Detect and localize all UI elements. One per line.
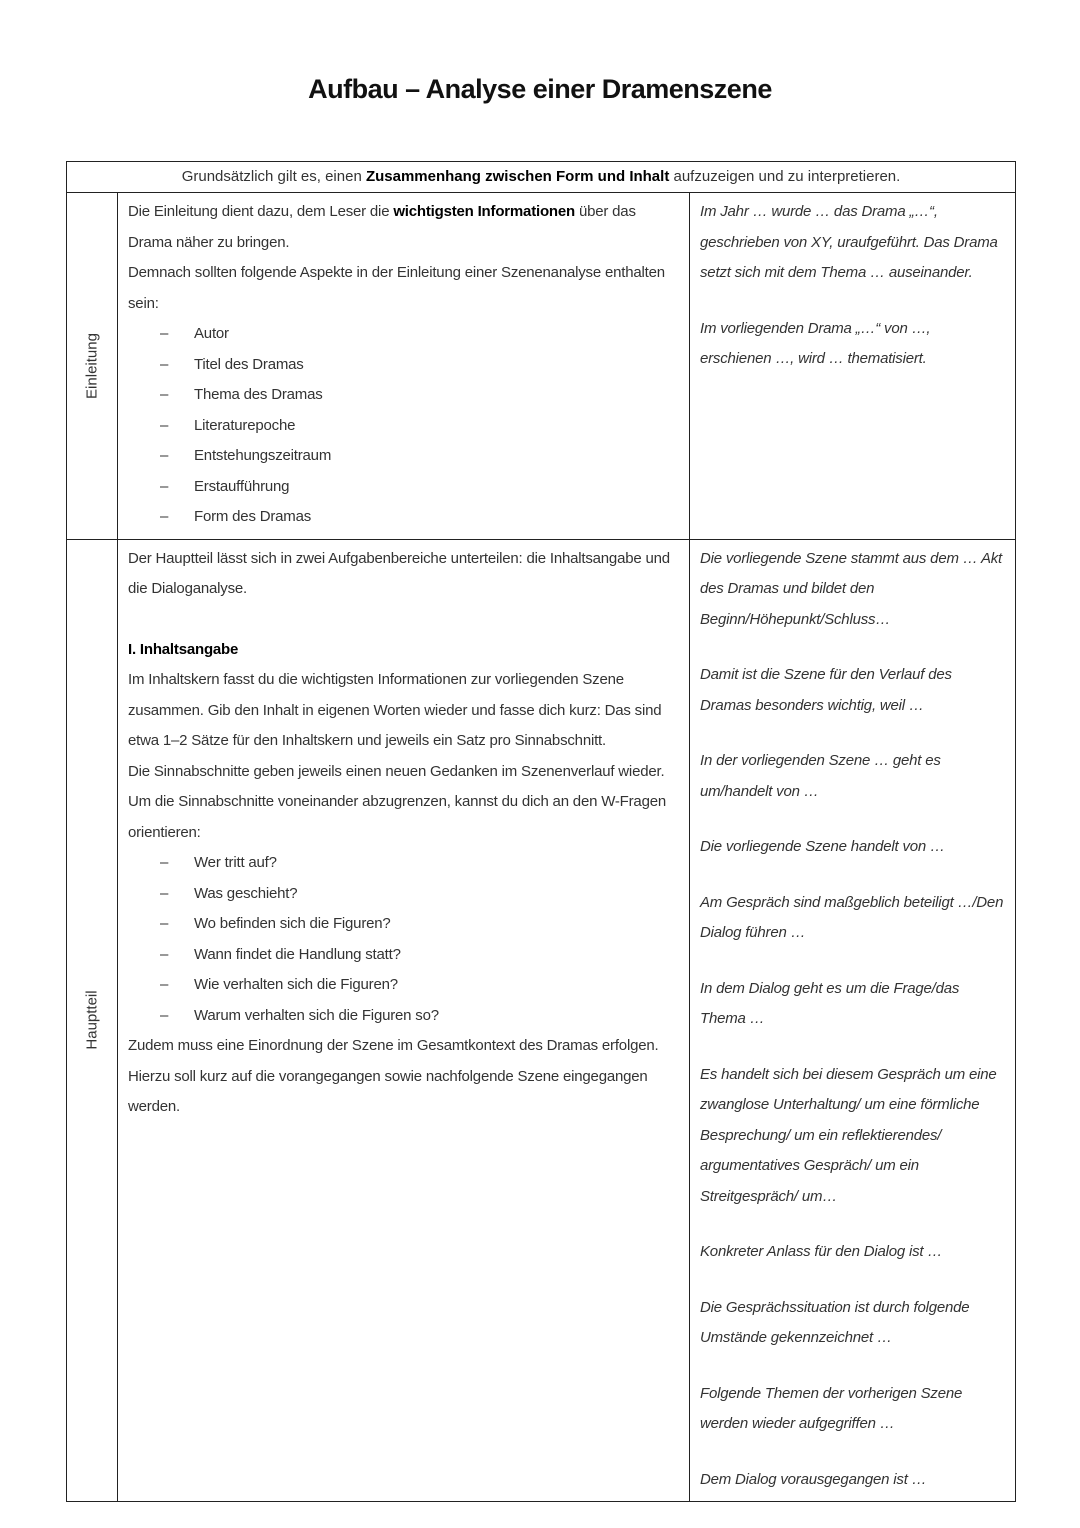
w-fragen-list bbox=[128, 848, 679, 1031]
list-item: – Wie verhalten sich die Figuren? bbox=[160, 970, 679, 1001]
hauptteil-row bbox=[67, 539, 1016, 1502]
list-item: – Was geschieht? bbox=[160, 879, 679, 910]
example-phrase: Konkreter Anlass für den Dialog ist … bbox=[700, 1243, 943, 1260]
example-phrase: Dem Dialog vorausgegangen ist … bbox=[700, 1470, 927, 1488]
hauptteil-label: Hauptteil bbox=[83, 990, 101, 1050]
example-phrase: In dem Dialog geht es um die Frage/das Thema … bbox=[700, 979, 960, 1027]
einleitung-aspect-list bbox=[128, 319, 679, 533]
list-item: – Thema des Dramas bbox=[160, 380, 679, 411]
intro-row bbox=[67, 162, 1016, 193]
intro-text-after: aufzuzeigen und zu interpretieren. bbox=[669, 168, 901, 185]
example-phrase: Am Gespräch sind maßgeblich beteiligt …/Den Dialog führen … bbox=[700, 893, 1004, 941]
list-item: – Wann findet die Handlung statt? bbox=[160, 940, 679, 971]
example-phrase: Damit ist die Szene für den Verlauf des Dramas besonders wichtig, weil … bbox=[700, 666, 952, 714]
example-phrase: Im vorliegenden Drama „…“ von …, erschienen …, wird … thematisiert. bbox=[700, 319, 931, 367]
einleitung-label: Einleitung bbox=[83, 332, 101, 399]
einleitung-examples-cell bbox=[690, 193, 1016, 540]
structure-table bbox=[66, 161, 1016, 1502]
example-phrase: In der vorliegenden Szene … geht es um/handelt von … bbox=[700, 752, 941, 800]
example-phrase: Es handelt sich bei diesem Gespräch um eine zwanglose Unterhaltung/ um eine förmliche Besprechung/ um ein reflektierendes/ argumentatives Gespräch/ um ein Streitgespräch/ um… bbox=[700, 1065, 997, 1205]
hauptteil-examples-cell bbox=[690, 539, 1016, 1502]
intro-cell bbox=[67, 162, 1016, 193]
list-item: – Form des Dramas bbox=[160, 502, 679, 533]
list-item: – Warum verhalten sich die Figuren so? bbox=[160, 1001, 679, 1032]
einleitung-text-2: Demnach sollten folgende Aspekte in der Einleitung einer Szenenanalyse enthalten sein: bbox=[128, 264, 665, 312]
hauptteil-intro: Der Hauptteil lässt sich in zwei Aufgabenbereiche unterteilen: die Inhaltsangabe und die Dialoganalyse. bbox=[128, 549, 670, 597]
hauptteil-text-2: Die Sinnabschnitte geben jeweils einen neuen Gedanken im Szenenverlauf wieder. Um die Sinnabschnitte voneinander abzugrenzen, kannst du dich an den W-Fragen orientieren: bbox=[128, 762, 667, 841]
hauptteil-label-cell bbox=[67, 539, 118, 1502]
section-heading-inhaltsangabe: I. Inhaltsangabe bbox=[128, 640, 239, 658]
example-phrase: Die Gesprächssituation ist durch folgende Umstände gekennzeichnet … bbox=[700, 1298, 970, 1346]
einleitung-text: Die Einleitung dient dazu, dem Leser die wichtigsten Informationen über das Drama näher zu bringen. bbox=[128, 203, 636, 251]
example-phrase: Folgende Themen der vorherigen Szene werden wieder aufgegriffen … bbox=[700, 1384, 963, 1432]
example-phrase: Die vorliegende Szene handelt von … bbox=[700, 838, 945, 855]
intro-text-bold: Zusammenhang zwischen Form und Inhalt bbox=[365, 168, 670, 185]
example-phrase: Die vorliegende Szene stammt aus dem … Akt des Dramas und bildet den Beginn/Höhepunkt/Schluss… bbox=[700, 549, 1003, 628]
example-phrase: Im Jahr … wurde … das Drama „…“, geschrieben von XY, uraufgeführt. Das Drama setzt sich mit dem Thema … auseinander. bbox=[700, 203, 998, 281]
hauptteil-content-cell bbox=[118, 539, 690, 1502]
einleitung-text-bold: wichtigsten Informationen bbox=[393, 203, 575, 220]
einleitung-label-cell bbox=[67, 193, 118, 540]
list-item: – Wo befinden sich die Figuren? bbox=[160, 909, 679, 940]
page-title: Aufbau – Analyse einer Dramenszene bbox=[308, 74, 772, 104]
list-item: – Titel des Dramas bbox=[160, 350, 679, 381]
list-item: – Literaturepoche bbox=[160, 411, 679, 442]
intro-text-before: Grundsätzlich gilt es, einen bbox=[181, 168, 366, 185]
hauptteil-text-3: Zudem muss eine Einordnung der Szene im Gesamtkontext des Dramas erfolgen. Hierzu soll kurz auf die vorangegangen sowie nachfolgende Szene eingegangen werden. bbox=[128, 1037, 659, 1115]
hauptteil-text-1: Im Inhaltskern fasst du die wichtigsten Informationen zur vorliegenden Szene zusammen. Gib den Inhalt in eigenen Worten wieder und fasse dich kurz: Das sind etwa 1–2 Sätze für den Inhaltskern und jeweils ein Satz pro Sinnabschnitt. bbox=[128, 671, 662, 749]
list-item: – Autor bbox=[160, 319, 679, 350]
list-item: – Erstaufführung bbox=[160, 472, 679, 503]
einleitung-content-cell bbox=[118, 193, 690, 540]
einleitung-row bbox=[67, 193, 1016, 540]
list-item: – Wer tritt auf? bbox=[160, 848, 679, 879]
list-item: – Entstehungszeitraum bbox=[160, 441, 679, 472]
